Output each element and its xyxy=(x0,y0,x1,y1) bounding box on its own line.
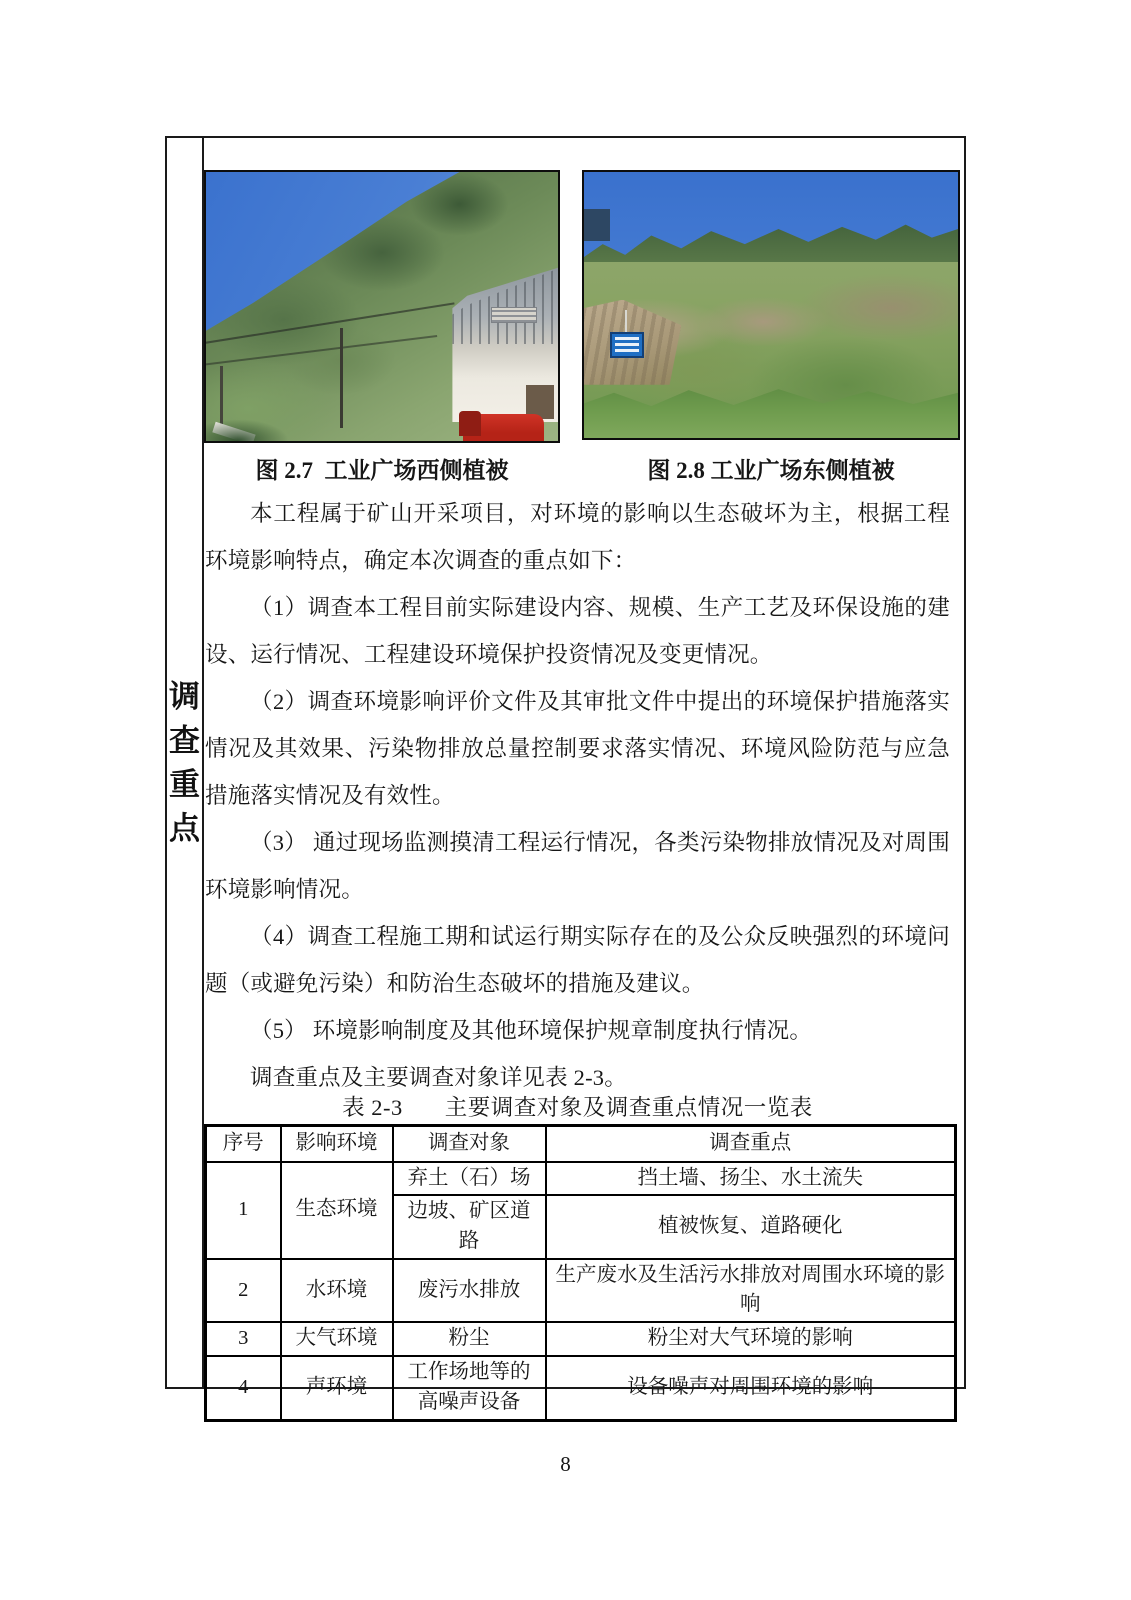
cell-env: 声环境 xyxy=(281,1356,393,1420)
cell-no: 4 xyxy=(206,1356,281,1420)
section-content xyxy=(204,138,964,1413)
cell-focus: 挡土墙、扬尘、水土流失 xyxy=(546,1162,956,1196)
utility-pole xyxy=(340,328,343,428)
body-text xyxy=(205,490,950,1101)
cell-object: 废污水排放 xyxy=(393,1259,546,1322)
section-sidebar-label xyxy=(167,138,204,1387)
hut-roof xyxy=(584,209,610,241)
figure-caption-2-8: 图 2.8 工业广场东侧植被 xyxy=(647,458,895,483)
photo-west-vegetation xyxy=(204,170,560,443)
paragraph-table-ref: 调查重点及主要调查对象详见表 2-3。 xyxy=(250,1065,627,1090)
cell-no: 1 xyxy=(206,1162,281,1259)
sidebar-char: 重 xyxy=(169,767,200,802)
sidebar-char: 调 xyxy=(169,679,200,714)
table-row xyxy=(206,1322,956,1356)
table-title xyxy=(205,1088,950,1124)
cell-focus: 粉尘对大气环境的影响 xyxy=(546,1322,956,1356)
cell-object: 边坡、矿区道路 xyxy=(393,1195,546,1258)
cell-focus: 植被恢复、道路硬化 xyxy=(546,1195,956,1258)
report-frame xyxy=(165,136,966,1413)
column-header-focus: 调查重点 xyxy=(546,1126,956,1162)
cell-no: 2 xyxy=(206,1259,281,1322)
sidebar-char: 点 xyxy=(169,811,200,846)
shed-vent xyxy=(491,307,537,323)
cell-env: 大气环境 xyxy=(281,1322,393,1356)
foreground-bush xyxy=(206,414,312,441)
table-number-label: 表 2-3 xyxy=(342,1095,403,1120)
cell-object: 弃土（石）场 xyxy=(393,1162,546,1196)
column-header-no: 序号 xyxy=(206,1126,281,1162)
survey-focus-table xyxy=(204,1124,957,1422)
column-header-env: 影响环境 xyxy=(281,1126,393,1162)
page-number: 8 xyxy=(560,1452,571,1476)
cell-env: 生态环境 xyxy=(281,1162,393,1259)
table-header-row xyxy=(206,1126,956,1162)
truck-cab xyxy=(459,411,480,435)
table-row xyxy=(206,1356,956,1420)
table-row xyxy=(206,1162,956,1196)
blue-sign xyxy=(610,332,644,359)
paragraph-intro: 本工程属于矿山开采项目，对环境的影响以生态破坏为主，根据工程环境影响特点，确定本次调查的重点如下： xyxy=(205,501,950,573)
cell-env: 水环境 xyxy=(281,1259,393,1322)
cell-focus: 生产废水及生活污水排放对周围水环境的影响 xyxy=(546,1259,956,1322)
paragraph-item-1: （1）调查本工程目前实际建设内容、规模、生产工艺及环保设施的建设、运行情况、工程建设环境保护投资情况及变更情况。 xyxy=(205,595,950,667)
cell-object: 粉尘 xyxy=(393,1322,546,1356)
table-title-text: 主要调查对象及调查重点情况一览表 xyxy=(444,1095,813,1120)
cell-focus: 设备噪声对周围环境的影响 xyxy=(546,1356,956,1420)
sidebar-char: 查 xyxy=(169,723,200,758)
paragraph-item-5: （5） 环境影响制度及其他环境保护规章制度执行情况。 xyxy=(250,1018,813,1043)
paragraph-item-4: （4）调查工程施工期和试运行期实际存在的及公众反映强烈的环境问题（或避免污染）和防治生态破坏的措施及建议。 xyxy=(205,924,950,996)
cell-object: 工作场地等的高噪声设备 xyxy=(393,1356,546,1420)
column-header-obj: 调查对象 xyxy=(393,1126,546,1162)
photo-east-vegetation xyxy=(582,170,960,440)
paragraph-item-3: （3） 通过现场监测摸清工程运行情况，各类污染物排放情况及对周围环境影响情况。 xyxy=(205,830,950,902)
paragraph-item-2: （2）调查环境影响评价文件及其审批文件中提出的环境保护措施落实情况及其效果、污染物排放总量控制要求落实情况、环境风险防范与应急措施落实情况及有效性。 xyxy=(205,689,950,808)
cell-no: 3 xyxy=(206,1322,281,1356)
table-row xyxy=(206,1259,956,1322)
figure-caption-2-7: 图 2.7 工业广场西侧植被 xyxy=(255,458,509,483)
